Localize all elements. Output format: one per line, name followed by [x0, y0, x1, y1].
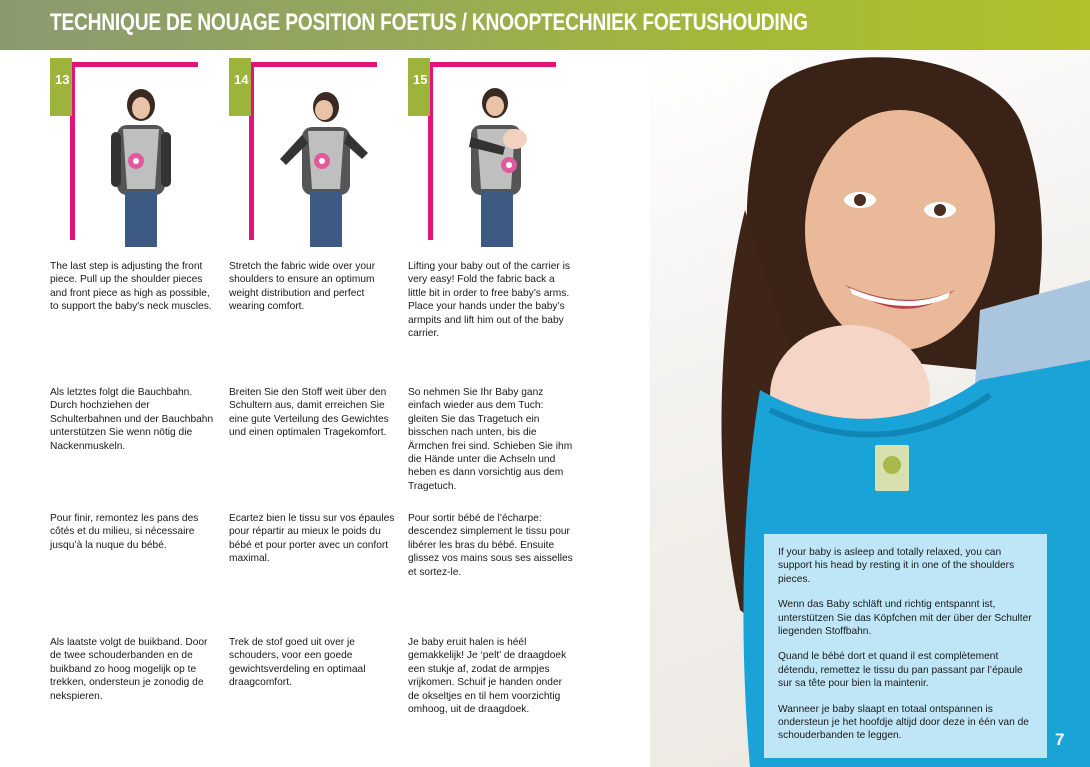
info-text-en: If your baby is asleep and totally relaxed, you can support his head by resting it in one of the shoulders pieces.: [778, 547, 1015, 585]
step-14-frame: [249, 62, 377, 240]
step-14-text-fr: Ecartez bien le tissu sur vos épaules pour répartir au mieux le poids du bébé et pour porter avec un confort maximal.: [229, 513, 395, 565]
step-15-text-de: So nehmen Sie Ihr Baby ganz einfach wieder aus dem Tuch: gleiten Sie das Tragetuch ein bisschen nach unten, bis die Ärmchen frei sind. Schieben Sie ihm die Hände unter die Achseln und heben es dann vorsichtig aus dem Tragetuch.: [408, 387, 573, 492]
step-13-text-fr: Pour finir, remontez les pans des côtés et du milieu, si nécessaire jusqu’à la nuque du bébé.: [50, 513, 199, 551]
step-13-number: 13: [50, 58, 72, 116]
step-14-photo: [268, 77, 378, 247]
step-15-text-nl: Je baby eruit halen is héél gemakkelijk! Je ‘pelt’ de draagdoek een stukje af, zodat de armpjes vrijkomen. Schuif je handen onder de okseltjes en til hem voorzichtig omhoog, uit de draagdoek.: [408, 637, 567, 716]
step-13-text-de: Als letztes folgt die Bauchbahn. Durch hochziehen der Schulterbahnen und der Bauchbahn unterstützen Sie wenn nötig die Nackenmuskeln.: [50, 387, 214, 452]
step-15-photo: [447, 77, 551, 247]
step-14-number: 14: [229, 58, 251, 116]
info-box: [764, 534, 1047, 758]
info-text-nl: Wanneer je baby slaapt en totaal ontspannen is ondersteun je het hoofdje altijd door deze in één van de schouderbanden te leggen.: [778, 703, 1029, 742]
step-14-text-en: Stretch the fabric wide over your shoulders to ensure an optimum weight distribution and perfect wearing comfort.: [229, 261, 376, 313]
step-13-photo: [89, 77, 193, 247]
step-15-number: 15: [408, 58, 430, 116]
step-15-text-en: Lifting your baby out of the carrier is very easy! Fold the fabric back a little bit in order to free baby’s arms. Place your hands under the baby’s armpits and lift him out of the baby carrier.: [408, 261, 570, 340]
step-14-text-de: Breiten Sie den Stoff weit über den Schultern aus, damit erreichen Sie eine gute Verteilung des Gewichtes und einen optimalen Tragekomfort.: [229, 387, 389, 439]
step-14-text-nl: Trek de stof goed uit over je schouders, voor een goede gewichtsverdeling en optimaal draagcomfort.: [229, 637, 366, 689]
info-text-fr: Quand le bébé dort et quand il est complètement détendu, remettez le tissu du pan passant par l’épaule sur sa tête pour bien la maintenir.: [778, 651, 1023, 690]
step-15-frame: [428, 62, 556, 240]
page-number: 7: [1055, 730, 1065, 749]
step-13-text-en: The last step is adjusting the front piece. Pull up the shoulder pieces and front piece as high as possible, to support the baby's neck muscles.: [50, 261, 212, 313]
step-13-frame: [70, 62, 198, 240]
step-15-text-fr: Pour sortir bébé de l’écharpe: descendez simplement le tissu pour libérer les bras du bébé. Ensuite glissez vos mains sous ses aisselles et sortez-le.: [408, 513, 573, 578]
info-text-de: Wenn das Baby schläft und richtig entspannt ist, unterstützen Sie das Köpfchen mit der über der Schulter liegenden Stoffbahn.: [778, 599, 1032, 638]
page-title: TECHNIQUE DE NOUAGE POSITION FOETUS / KNOOPTECHNIEK FOETUSHOUDING: [50, 9, 808, 36]
step-13-text-nl: Als laatste volgt de buikband. Door de twee schouderbanden en de buikband zo hoog mogelijk op te trekken, ondersteun je zonodig de nekspieren.: [50, 637, 208, 702]
